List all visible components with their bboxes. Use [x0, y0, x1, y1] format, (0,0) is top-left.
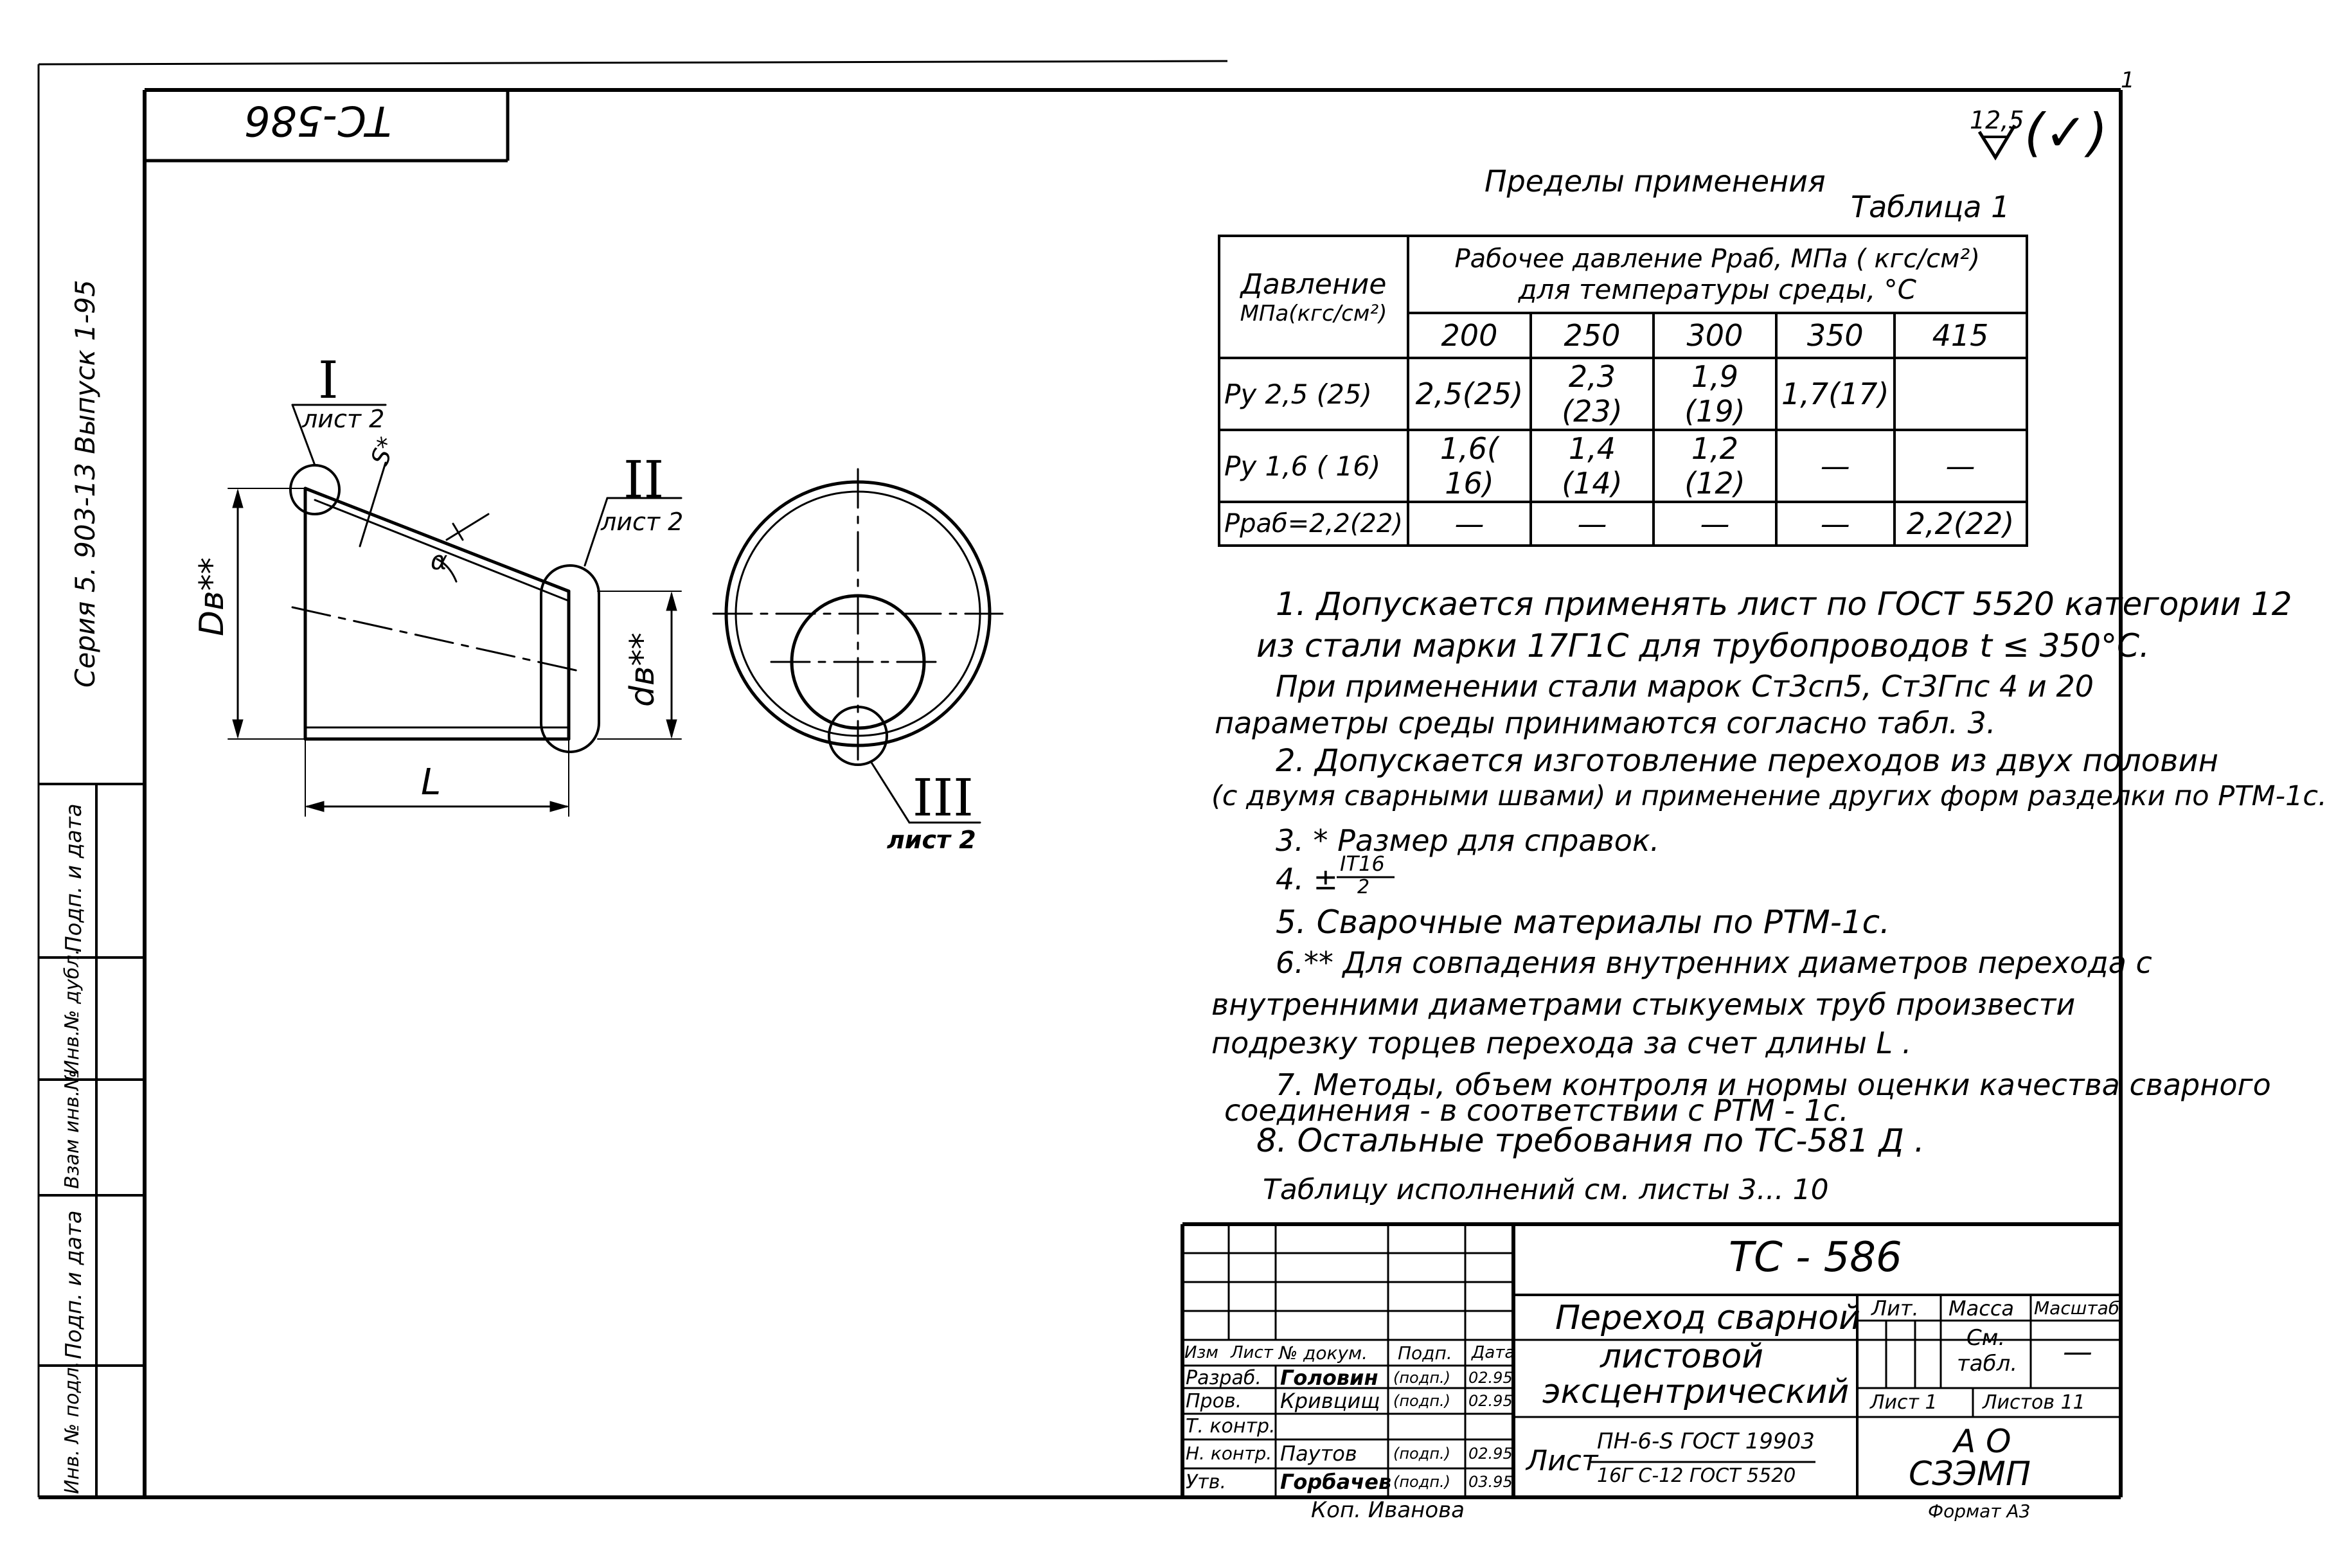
signature: (подп.) [1393, 1369, 1451, 1387]
table-head-pressure: Давление МПа(кгс/см²) [1219, 236, 1408, 358]
note-line: При применении стали марок Ст3сп5, Ст3Гпс 4 и 20 [1276, 669, 2094, 704]
note-line: 8. Остальные требования по ТС-581 Д . [1256, 1122, 1925, 1159]
table-title: Пределы применения [1484, 164, 1826, 199]
temp-head: 200 [1408, 313, 1531, 358]
mass-head: Масса [1948, 1296, 2015, 1321]
table-head-work: Рабочее давление Рраб, МПа ( кгс/см²) для температуры среды, °С [1408, 236, 2027, 313]
person-name: Кривцищ [1280, 1389, 1380, 1413]
note-line: 1. Допускается применять лист по ГОСТ 5520 категории 12 [1276, 585, 2292, 623]
date: 02.95 [1468, 1392, 1513, 1410]
sheet-format: Формат А3 [1928, 1501, 2031, 1522]
label-alpha: α [431, 546, 448, 576]
person-name: Головин [1280, 1366, 1378, 1390]
left-strip-label: Инв.№ дубл. [61, 949, 84, 1074]
note-line: Таблицу исполнений см. листы 3... 10 [1263, 1173, 1829, 1206]
org-line-2: СЗЭМП [1909, 1455, 2031, 1493]
date: 02.95 [1468, 1445, 1513, 1463]
role-label: Н. контр. [1186, 1443, 1272, 1464]
note-line: 7. Методы, объем контроля и нормы оценки качества сварного [1276, 1067, 2271, 1102]
col-head: № докум. [1279, 1342, 1368, 1364]
material-top: ПН-6-S ГОСТ 19903 [1597, 1429, 1815, 1454]
material-prefix: Лист [1526, 1445, 1598, 1477]
label-dv-small: dв** [623, 632, 662, 707]
label-dv-large: Dв** [193, 557, 231, 636]
temp-head: 300 [1654, 313, 1776, 358]
note-fraction-top: IT16 [1340, 851, 1385, 876]
person-name: Паутов [1280, 1441, 1357, 1466]
note-line: внутренними диаметрами стыкуемых труб произвести [1211, 987, 2076, 1022]
sheet-code-rotated: ТС-586 [244, 96, 392, 144]
product-name-1: Переход сварной [1555, 1299, 1860, 1337]
label-s: S* [365, 433, 402, 469]
callout-1: I [318, 350, 339, 410]
org-line-1: А О [1954, 1423, 2011, 1460]
date: 02.95 [1468, 1369, 1513, 1387]
date: 03.95 [1468, 1473, 1513, 1491]
note-fraction-bottom: 2 [1357, 876, 1370, 898]
role-label: Утв. [1186, 1471, 1226, 1493]
note-line: подрезку торцев перехода за счет длины L . [1211, 1026, 1912, 1060]
table-row: Ру 2,5 (25) 2,5(25) 2,3 (23) 1,9 (19) 1,7(17) [1219, 358, 2027, 430]
signature: (подп.) [1393, 1392, 1451, 1410]
note-line: (с двумя сварными швами) и применение других форм разделки по РТМ-1с. [1211, 780, 2327, 812]
product-name-2: листовой [1600, 1337, 1763, 1376]
note-line: 4. ± [1276, 862, 1339, 896]
sheet-number: Лист 1 [1870, 1391, 1938, 1414]
copied-by: Коп. Иванова [1311, 1497, 1465, 1523]
note-line: 2. Допускается изготовление переходов из двух половин [1276, 743, 2218, 779]
left-strip-label: Подп. и дата [61, 803, 87, 952]
left-strip-label: Взам инв.№ [61, 1070, 84, 1189]
callout-1-sheet: лист 2 [302, 405, 385, 433]
roughness-symbol: (✓) [2024, 103, 2108, 163]
mass-value: табл. [1957, 1351, 2018, 1376]
temp-head: 350 [1776, 313, 1895, 358]
roughness-value: 12,5 [1970, 106, 2024, 134]
scale-value: — [2063, 1334, 2092, 1369]
product-name-3: эксцентрический [1542, 1373, 1850, 1411]
temp-head: 250 [1531, 313, 1654, 358]
table-row: Рраб=2,2(22) — — — — 2,2(22) [1219, 502, 2027, 546]
role-label: Т. контр. [1186, 1415, 1276, 1438]
table-row: Ру 1,6 ( 16) 1,6( 16) 1,4 (14) 1,2 (12) — — [1219, 430, 2027, 502]
col-head: Лист [1231, 1343, 1273, 1362]
table-caption: Таблица 1 [1851, 190, 2010, 224]
note-line: 3. * Размер для справок. [1276, 823, 1660, 858]
person-name: Горбачев [1280, 1470, 1392, 1494]
scale-head: Масштаб [2034, 1297, 2120, 1319]
signature: (подп.) [1393, 1445, 1451, 1463]
corner-mark: 1 [2121, 67, 2135, 93]
note-line: параметры среды принимаются согласно табл. 3. [1215, 706, 1996, 740]
note-line: 6.** Для совпадения внутренних диаметров перехода с [1276, 945, 2152, 980]
signature: (подп.) [1393, 1473, 1451, 1491]
callout-3: III [913, 768, 974, 828]
material-bottom: 16Г С-12 ГОСТ 5520 [1597, 1465, 1796, 1487]
callout-2-sheet: лист 2 [601, 508, 684, 536]
col-head: Дата [1472, 1343, 1515, 1362]
note-line: из стали марки 17Г1С для трубопроводов t ≤ 350°С. [1256, 627, 2150, 664]
series-label: Серия 5. 903-13 Выпуск 1-95 [69, 280, 101, 688]
label-L: L [421, 762, 441, 803]
lit-head: Лит. [1871, 1296, 1919, 1321]
col-head: Подп. [1398, 1342, 1452, 1364]
left-strip-label: Подп. и дата [61, 1210, 87, 1359]
sheets-total: Листов 11 [1983, 1391, 2085, 1414]
temp-head: 415 [1895, 313, 2027, 358]
note-line: соединения - в соответствии с РТМ - 1с. [1224, 1093, 1849, 1128]
doc-code: ТС - 586 [1729, 1234, 1902, 1281]
role-label: Пров. [1186, 1390, 1242, 1412]
left-strip-label: Инв. № подл. [61, 1361, 84, 1494]
mass-value: См. [1966, 1325, 2006, 1351]
note-line: 5. Сварочные материалы по РТМ-1с. [1276, 904, 1891, 941]
callout-2: II [623, 450, 664, 510]
col-head: Изм [1184, 1343, 1218, 1362]
role-label: Разраб. [1186, 1367, 1262, 1389]
callout-3-sheet: лист 2 [887, 826, 976, 854]
